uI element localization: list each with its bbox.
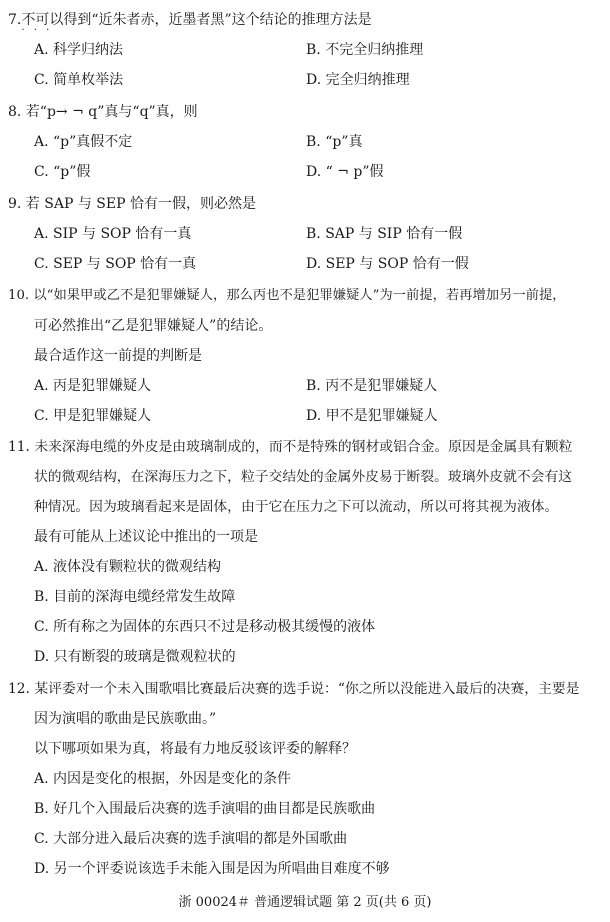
question-11-stem-line2: 状的微观结构，在深海压力之下，粒子交结处的金属外皮易于断裂。玻璃外皮就不会有这 [34,469,573,485]
question-11-stem-line4: 最有可能从上述议论中推出的一项是 [34,529,258,545]
q9-option-c: C. SEP 与 SOP 恰有一真 [34,256,197,272]
q12-option-a: A. 内因是变化的根据，外因是变化的条件 [34,771,292,787]
emphasis-word: 不可以 [21,12,64,28]
question-8-stem: 8. 若“p→ ¬ q”真与“q”真，则 [8,104,198,120]
q7-option-d: D. 完全归纳推理 [306,72,410,88]
question-7-stem [8,10,372,36]
q8-option-b: B. “p”真 [306,134,363,150]
emphasis-text [21,12,64,36]
question-12-stem-line1: 12. 某评委对一个未入围歌唱比赛最后决赛的选手说：“你之所以没能进入最后的决赛，主要是 [8,681,580,697]
q10-option-b: B. 丙不是犯罪嫌疑人 [306,378,438,394]
q11-option-d: D. 只有断裂的玻璃是微观粒状的 [34,649,236,665]
question-7-number: 7. [8,12,22,28]
page-footer: 浙 00024＃ 普通逻辑试题 第 2 页(共 6 页) [178,895,432,910]
q8-option-a: A. “p”真假不定 [34,134,133,150]
question-12-stem-line3: 以下哪项如果为真，将最有力地反驳该评委的解释？ [34,741,356,757]
q10-option-a: A. 丙是犯罪嫌疑人 [34,378,152,394]
emphasis-dots: · · · [21,25,53,36]
q12-option-c: C. 大部分进入最后决赛的选手演唱的都是外国歌曲 [34,831,348,847]
q7-option-c: C. 简单枚举法 [34,72,124,88]
q7-option-a: A. 科学归纳法 [34,42,124,58]
question-10-stem-line1: 10. 以“如果甲或乙不是犯罪嫌疑人，那么丙也不是犯罪嫌疑人”为一前提，若再增加另一前提， [8,288,566,303]
question-10-stem-line2: 可必然推出“乙是犯罪嫌疑人”的结论。 [34,318,273,334]
q9-option-d: D. SEP 与 SOP 恰有一假 [306,256,469,272]
q11-option-a: A. 液体没有颗粒状的微观结构 [34,559,222,575]
question-11-stem-line3: 种情况。因为玻璃看起来是固体，由于它在压力之下可以流动，所以可将其视为液体。 [34,499,559,515]
question-10-stem-line3: 最合适作这一前提的判断是 [34,348,202,364]
q12-option-b: B. 好几个入围最后决赛的选手演唱的曲目都是民族歌曲 [34,801,376,817]
q10-option-c: C. 甲是犯罪嫌疑人 [34,408,152,424]
question-11-stem-line1: 11. 未来深海电缆的外皮是由玻璃制成的，而不是特殊的钢材或铝合金。原因是金属具有颗粒 [8,439,573,455]
question-12-stem-line2: 因为演唱的歌曲是民族歌曲。” [34,711,217,727]
q9-option-a: A. SIP 与 SOP 恰有一真 [34,226,192,242]
q11-option-b: B. 目前的深海电缆经常发生故障 [34,589,236,605]
question-9-stem: 9. 若 SAP 与 SEP 恰有一假，则必然是 [8,196,256,212]
q8-option-d: D. “ ¬ p”假 [306,164,384,180]
q7-option-b: B. 不完全归纳推理 [306,42,424,58]
q10-option-d: D. 甲不是犯罪嫌疑人 [306,408,438,424]
q12-option-d: D. 另一个评委说该选手未能入围是因为所唱曲目难度不够 [34,861,390,877]
q8-option-c: C. “p”假 [34,164,91,180]
q11-option-c: C. 所有称之为固体的东西只不过是移动极其缓慢的液体 [34,619,376,635]
q9-option-b: B. SAP 与 SIP 恰有一假 [306,226,463,242]
question-7-rest: 得到“近朱者赤，近墨者黑”这个结论的推理方法是 [63,12,372,28]
